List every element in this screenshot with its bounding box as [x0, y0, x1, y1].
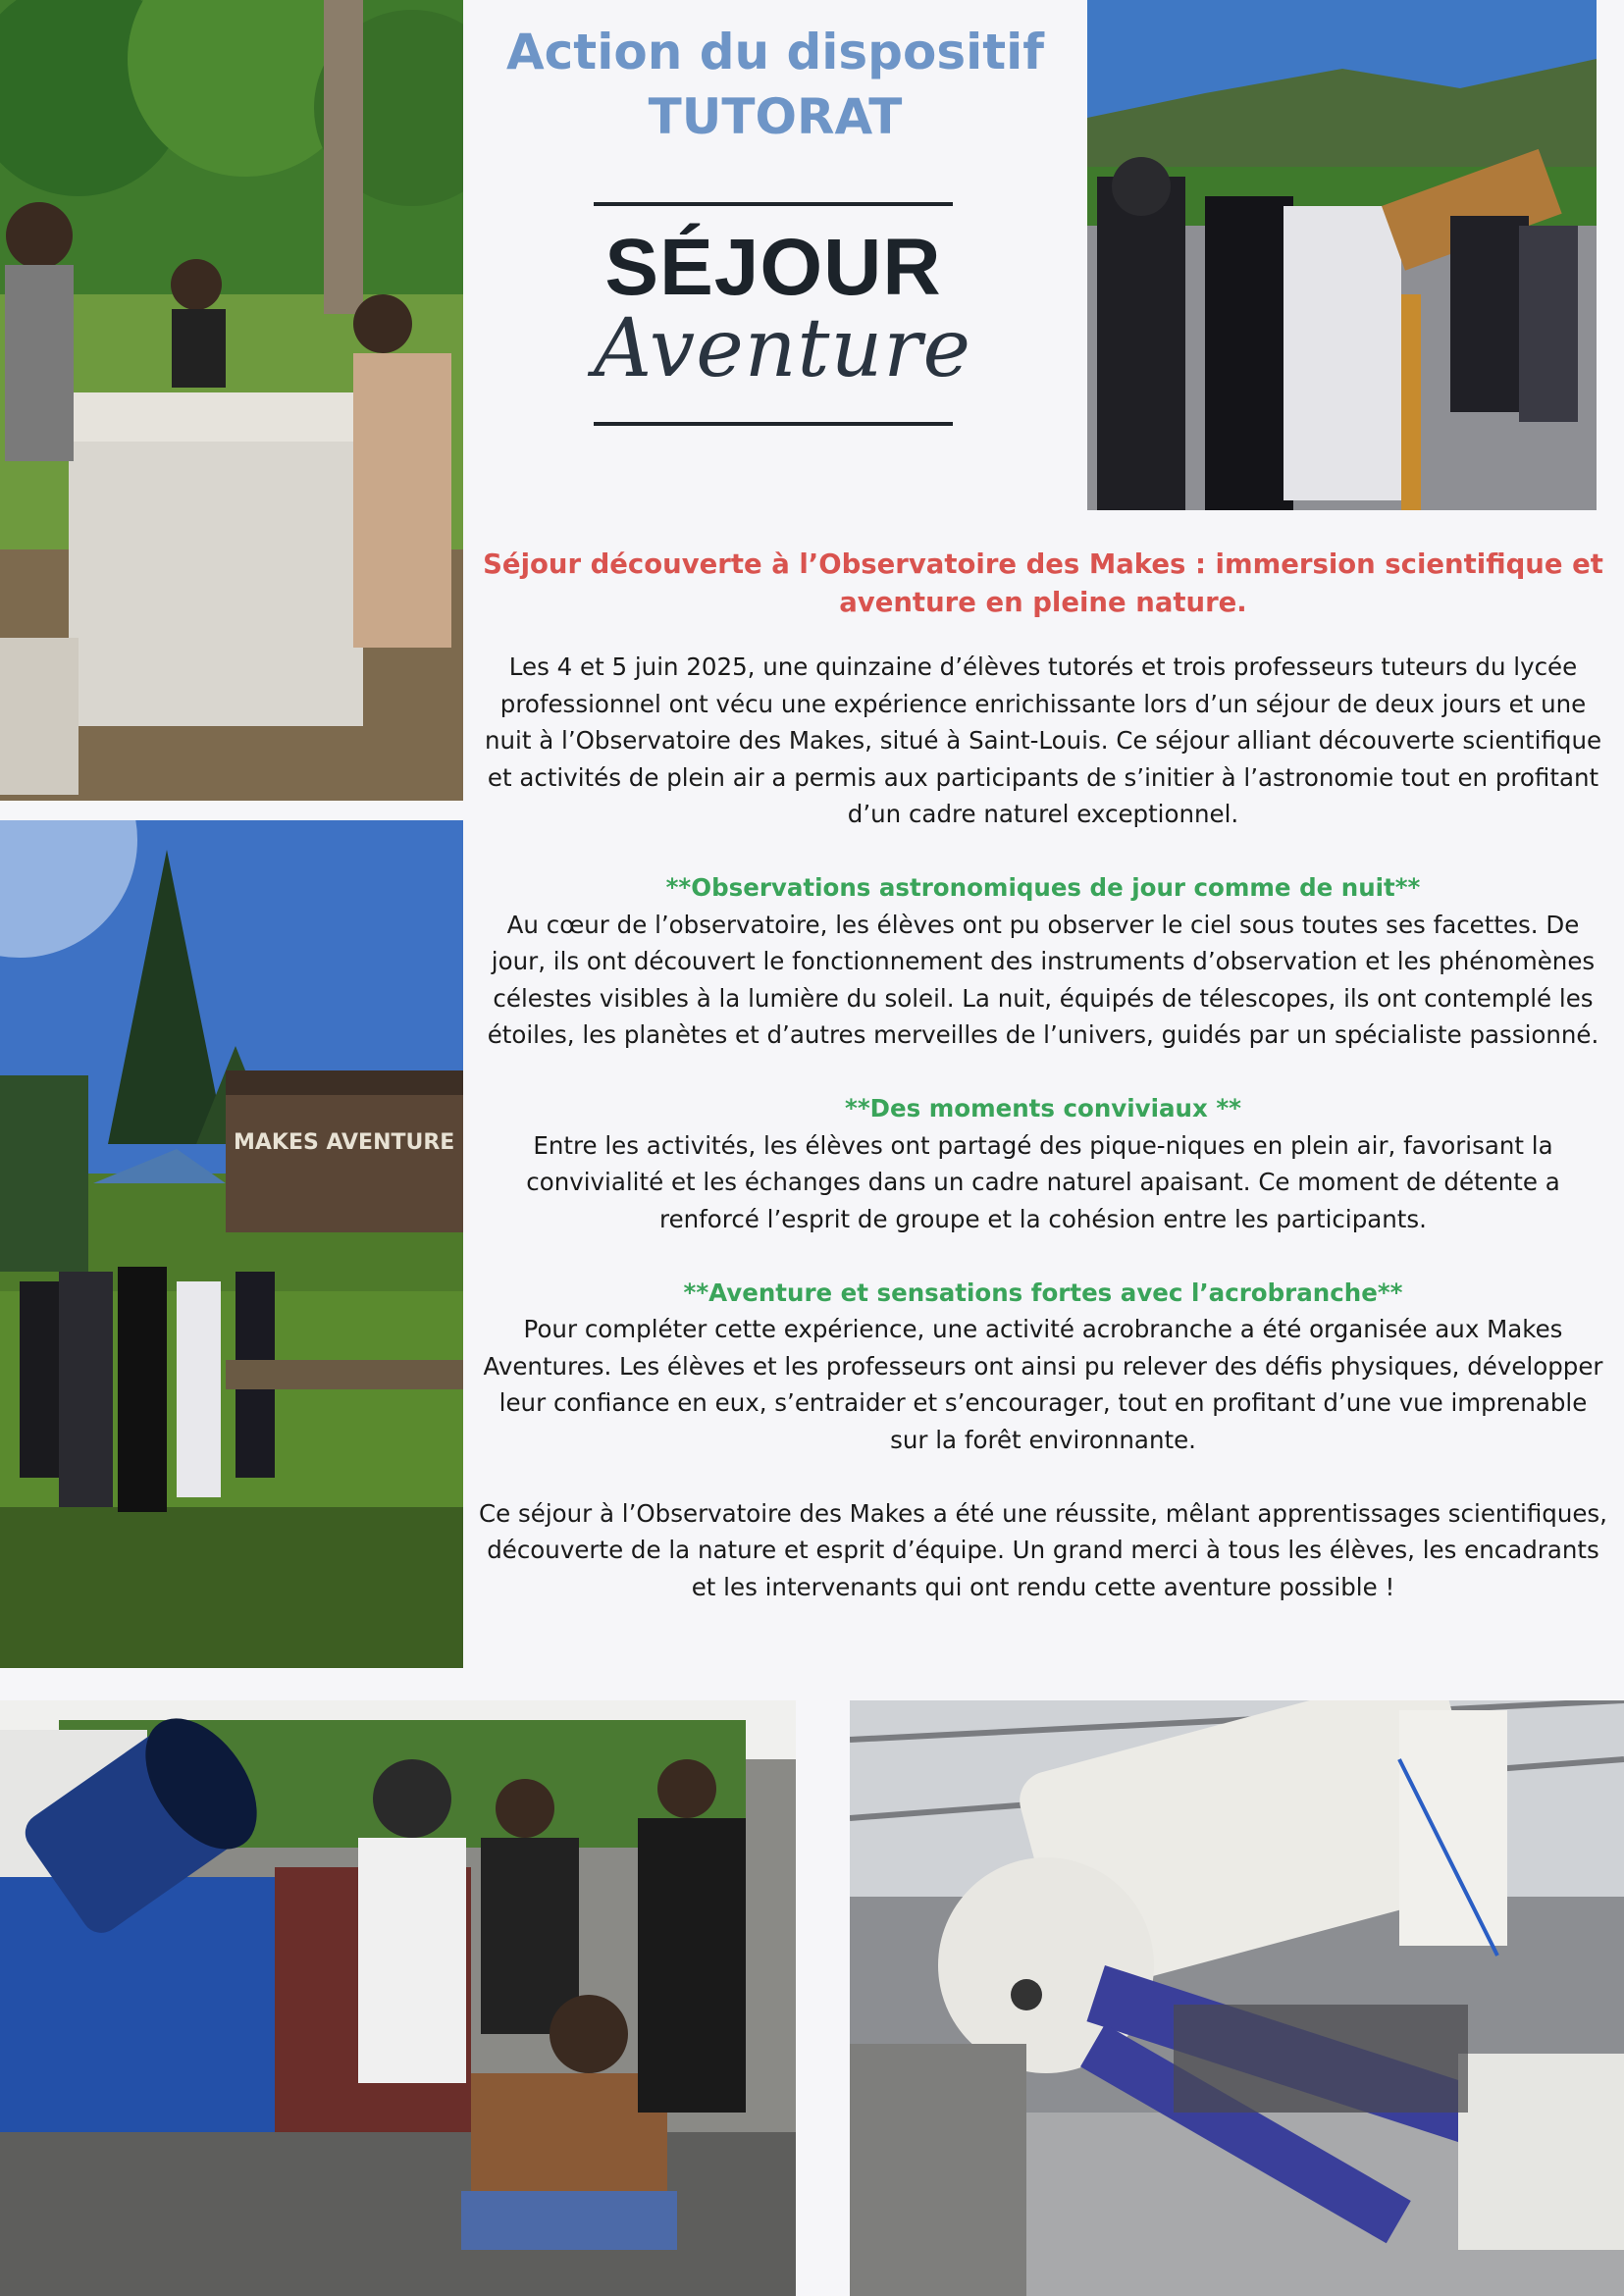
logo-rule-bottom [594, 422, 953, 426]
section-body-observations: Au cœur de l’observatoire, les élèves ont pu observer le ciel sous toutes ses facettes. De jour, ils ont découvert le fonctionnement des instruments d’observation et les phénomènes célestes visibles à la lumière du soleil. La nuit, équipés de télescopes, ils ont contemplé les étoiles, les planètes et d’autres merveilles de l’univers, guidés par un spécialiste passionné. [487, 910, 1599, 1049]
section-heading-acrobranche: **Aventure et sensations fortes avec l’acrobranche** [683, 1278, 1403, 1307]
section-heading-conviviaux: **Des moments conviviaux ** [845, 1094, 1241, 1122]
photo-telescope-outdoor [1087, 0, 1597, 510]
logo-rule-top [594, 202, 953, 206]
photo-makes-aventure [0, 820, 463, 1668]
sejour-aventure-logo [594, 202, 972, 426]
photo-large-telescope [850, 1700, 1624, 2296]
page-title-line2: TUTORAT [648, 88, 903, 145]
page-title-line1: Action du dispositif [505, 24, 1045, 80]
logo-sejour-text: SÉJOUR [604, 223, 942, 312]
article-headline: Séjour découverte à l’Observatoire des Makes : immersion scientifique et aventure en pleine nature. [483, 548, 1603, 618]
title-block [471, 20, 1079, 149]
article-intro: Les 4 et 5 juin 2025, une quinzaine d’élèves tutorés et trois professeurs tuteurs du lycée professionnel ont vécu une expérience enrichissante lors d’un séjour de deux jours et une nuit à l’Observatoire des Makes, situé à Saint-Louis. Ce séjour alliant découverte scientifique et activités de plein air a permis aux participants de s’initier à l’astronomie tout en profitant d’un cadre naturel exceptionnel. [484, 652, 1602, 828]
sign-makes-aventure: MAKES AVENTURE [234, 1130, 455, 1155]
photo-picnic [0, 0, 463, 801]
logo-aventure-text: Aventure [594, 302, 972, 395]
section-body-conviviaux: Entre les activités, les élèves ont partagé des pique-niques en plein air, favorisant la convivialité et les échanges dans un cadre naturel apaisant. Ce moment de détente a renforcé l’esprit de groupe et la cohésion entre les participants. [526, 1130, 1560, 1233]
section-heading-observations: **Observations astronomiques de jour comme de nuit** [665, 873, 1421, 902]
photo-group-telescope [0, 1700, 796, 2296]
section-body-acrobranche: Pour compléter cette expérience, une activité acrobranche a été organisée aux Makes Aventures. Les élèves et les professeurs ont ainsi pu relever des défis physiques, développer leur confiance en eux, s’entraider et s’encourager, tout en profitant d’une vue imprenable sur la forêt environnante. [483, 1315, 1603, 1454]
article-conclusion: Ce séjour à l’Observatoire des Makes a été une réussite, mêlant apprentissages scientifiques, découverte de la nature et esprit d’équipe. Un grand merci à tous les élèves, les encadrants et les intervenants qui ont rendu cette aventure possible ! [479, 1498, 1607, 1601]
article [479, 546, 1607, 1605]
